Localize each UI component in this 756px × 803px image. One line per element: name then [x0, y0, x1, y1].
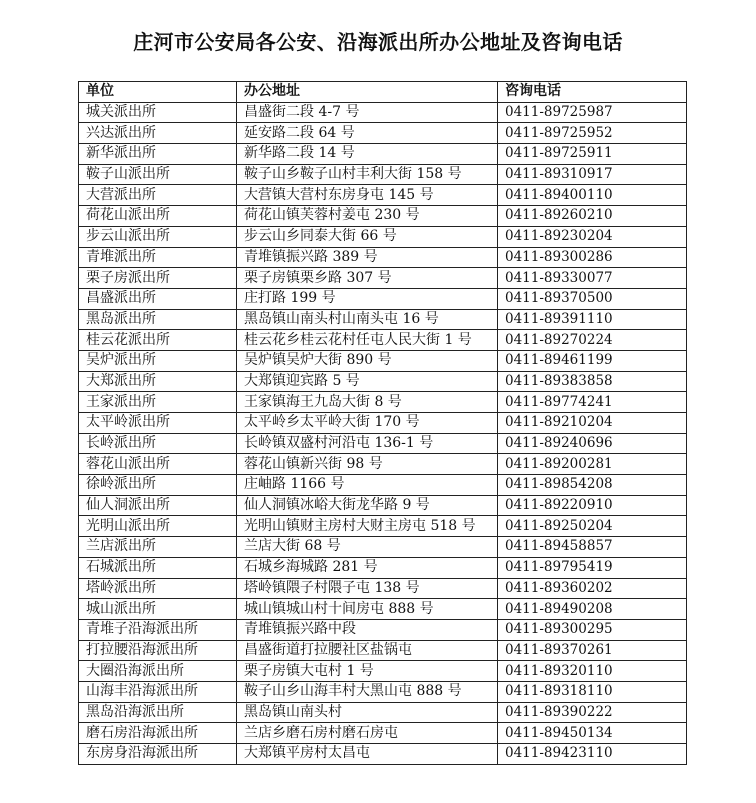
cell-phone: 0411-89383858	[498, 371, 687, 392]
cell-unit: 兰店派出所	[79, 537, 237, 558]
table-row	[79, 702, 687, 723]
cell-address: 昌盛街二段 4-7 号	[237, 102, 498, 123]
cell-address: 黑岛镇山南头村山南头屯 16 号	[237, 309, 498, 330]
table-row	[79, 681, 687, 702]
cell-phone: 0411-89725911	[498, 144, 687, 165]
cell-unit: 仙人洞派出所	[79, 495, 237, 516]
cell-phone: 0411-89220910	[498, 495, 687, 516]
cell-unit: 城山派出所	[79, 599, 237, 620]
cell-unit: 打拉腰沿海派出所	[79, 640, 237, 661]
header-cell-phone: 咨询电话	[498, 82, 687, 103]
cell-address: 王家镇海王九岛大街 8 号	[237, 392, 498, 413]
table-row	[79, 640, 687, 661]
cell-unit: 黑岛派出所	[79, 309, 237, 330]
cell-unit: 太平岭派出所	[79, 413, 237, 434]
cell-unit: 山海丰沿海派出所	[79, 681, 237, 702]
cell-unit: 大营派出所	[79, 185, 237, 206]
cell-address: 仙人洞镇冰峪大街龙华路 9 号	[237, 495, 498, 516]
header-cell-address: 办公地址	[237, 82, 498, 103]
cell-address: 城山镇城山村十间房屯 888 号	[237, 599, 498, 620]
cell-unit: 大圈沿海派出所	[79, 661, 237, 682]
cell-address: 青堆镇振兴路中段	[237, 619, 498, 640]
cell-phone: 0411-89300286	[498, 247, 687, 268]
table-row	[79, 102, 687, 123]
cell-address: 桂云花乡桂云花村任屯人民大街 1 号	[237, 330, 498, 351]
table-row	[79, 371, 687, 392]
cell-unit: 蓉花山派出所	[79, 454, 237, 475]
cell-unit: 吴炉派出所	[79, 350, 237, 371]
table-row	[79, 723, 687, 744]
cell-address: 延安路二段 64 号	[237, 123, 498, 144]
table-row	[79, 495, 687, 516]
table-row	[79, 350, 687, 371]
cell-phone: 0411-89270224	[498, 330, 687, 351]
cell-address: 石城乡海城路 281 号	[237, 557, 498, 578]
cell-address: 兰店大街 68 号	[237, 537, 498, 558]
cell-address: 步云山乡同泰大街 66 号	[237, 226, 498, 247]
police-station-table	[78, 81, 687, 765]
table-row	[79, 164, 687, 185]
table-header-row	[79, 82, 687, 103]
table-row	[79, 392, 687, 413]
table-row	[79, 516, 687, 537]
cell-address: 大郑镇迎宾路 5 号	[237, 371, 498, 392]
table-row	[79, 123, 687, 144]
table-row	[79, 475, 687, 496]
cell-unit: 王家派出所	[79, 392, 237, 413]
cell-phone: 0411-89240696	[498, 433, 687, 454]
table-row	[79, 557, 687, 578]
cell-phone: 0411-89200281	[498, 454, 687, 475]
cell-phone: 0411-89461199	[498, 350, 687, 371]
table-row	[79, 206, 687, 227]
cell-phone: 0411-89330077	[498, 268, 687, 289]
cell-phone: 0411-89370261	[498, 640, 687, 661]
cell-phone: 0411-89360202	[498, 578, 687, 599]
table-row	[79, 288, 687, 309]
cell-phone: 0411-89458857	[498, 537, 687, 558]
cell-address: 黑岛镇山南头村	[237, 702, 498, 723]
cell-address: 大郑镇平房村太昌屯	[237, 744, 498, 765]
cell-phone: 0411-89210204	[498, 413, 687, 434]
cell-phone: 0411-89320110	[498, 661, 687, 682]
table-row	[79, 144, 687, 165]
cell-address: 庄岫路 1166 号	[237, 475, 498, 496]
table-row	[79, 433, 687, 454]
cell-unit: 步云山派出所	[79, 226, 237, 247]
cell-address: 鞍子山乡山海丰村大黑山屯 888 号	[237, 681, 498, 702]
cell-unit: 石城派出所	[79, 557, 237, 578]
cell-address: 青堆镇振兴路 389 号	[237, 247, 498, 268]
cell-phone: 0411-89300295	[498, 619, 687, 640]
table-row	[79, 309, 687, 330]
cell-phone: 0411-89490208	[498, 599, 687, 620]
cell-phone: 0411-89725987	[498, 102, 687, 123]
cell-phone: 0411-89310917	[498, 164, 687, 185]
cell-address: 新华路二段 14 号	[237, 144, 498, 165]
table-header	[79, 82, 687, 103]
cell-phone: 0411-89774241	[498, 392, 687, 413]
cell-unit: 黑岛沿海派出所	[79, 702, 237, 723]
cell-unit: 兴达派出所	[79, 123, 237, 144]
cell-phone: 0411-89795419	[498, 557, 687, 578]
cell-phone: 0411-89370500	[498, 288, 687, 309]
cell-phone: 0411-89725952	[498, 123, 687, 144]
cell-unit: 昌盛派出所	[79, 288, 237, 309]
cell-phone: 0411-89390222	[498, 702, 687, 723]
cell-address: 庄打路 199 号	[237, 288, 498, 309]
table-row	[79, 578, 687, 599]
cell-unit: 青堆子沿海派出所	[79, 619, 237, 640]
table-row	[79, 537, 687, 558]
table-row	[79, 454, 687, 475]
cell-unit: 鞍子山派出所	[79, 164, 237, 185]
cell-address: 吴炉镇吴炉大街 890 号	[237, 350, 498, 371]
cell-address: 栗子房镇大屯村 1 号	[237, 661, 498, 682]
table-row	[79, 185, 687, 206]
cell-unit: 磨石房沿海派出所	[79, 723, 237, 744]
cell-address: 栗子房镇栗乡路 307 号	[237, 268, 498, 289]
cell-phone: 0411-89400110	[498, 185, 687, 206]
cell-unit: 栗子房派出所	[79, 268, 237, 289]
cell-unit: 桂云花派出所	[79, 330, 237, 351]
cell-unit: 大郑派出所	[79, 371, 237, 392]
table-row	[79, 599, 687, 620]
table-body	[79, 102, 687, 764]
cell-address: 兰店乡磨石房村磨石房屯	[237, 723, 498, 744]
page-title: 庄河市公安局各公安、沿海派出所办公地址及咨询电话	[133, 30, 623, 54]
table-row	[79, 247, 687, 268]
cell-unit: 长岭派出所	[79, 433, 237, 454]
cell-address: 鞍子山乡鞍子山村丰利大街 158 号	[237, 164, 498, 185]
cell-address: 太平岭乡太平岭大街 170 号	[237, 413, 498, 434]
cell-address: 蓉花山镇新兴街 98 号	[237, 454, 498, 475]
cell-address: 塔岭镇隈子村隈子屯 138 号	[237, 578, 498, 599]
cell-unit: 塔岭派出所	[79, 578, 237, 599]
cell-phone: 0411-89318110	[498, 681, 687, 702]
cell-phone: 0411-89391110	[498, 309, 687, 330]
table-row	[79, 226, 687, 247]
cell-address: 光明山镇财主房村大财主房屯 518 号	[237, 516, 498, 537]
table-row	[79, 268, 687, 289]
table-row	[79, 661, 687, 682]
cell-unit: 东房身沿海派出所	[79, 744, 237, 765]
cell-address: 大营镇大营村东房身屯 145 号	[237, 185, 498, 206]
cell-phone: 0411-89250204	[498, 516, 687, 537]
cell-unit: 光明山派出所	[79, 516, 237, 537]
table-row	[79, 619, 687, 640]
cell-phone: 0411-89450134	[498, 723, 687, 744]
cell-unit: 城关派出所	[79, 102, 237, 123]
cell-phone: 0411-89260210	[498, 206, 687, 227]
cell-phone: 0411-89230204	[498, 226, 687, 247]
cell-unit: 荷花山派出所	[79, 206, 237, 227]
cell-phone: 0411-89423110	[498, 744, 687, 765]
table-row	[79, 744, 687, 765]
cell-phone: 0411-89854208	[498, 475, 687, 496]
cell-address: 荷花山镇芙蓉村姜屯 230 号	[237, 206, 498, 227]
cell-unit: 徐岭派出所	[79, 475, 237, 496]
table-row	[79, 413, 687, 434]
cell-address: 昌盛街道打拉腰社区盐锅屯	[237, 640, 498, 661]
cell-address: 长岭镇双盛村河沿屯 136-1 号	[237, 433, 498, 454]
table-row	[79, 330, 687, 351]
cell-unit: 新华派出所	[79, 144, 237, 165]
cell-unit: 青堆派出所	[79, 247, 237, 268]
header-cell-unit: 单位	[79, 82, 237, 103]
